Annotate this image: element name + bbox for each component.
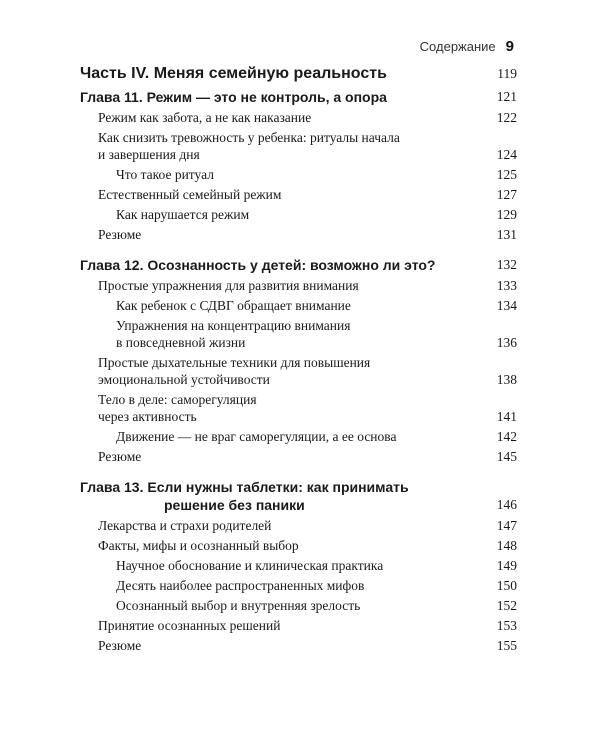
toc-entry-title-continuation: эмоциональной устойчивости	[98, 372, 270, 387]
toc-entry-title	[80, 206, 517, 223]
toc-entry-title-line: Как ребенок с СДВГ обращает внимание	[116, 298, 351, 313]
toc-entry-page-number: 127	[496, 187, 517, 202]
toc-entry-title-line: Режим как забота, а не как наказание	[98, 110, 312, 125]
toc-entry-title	[80, 226, 517, 243]
toc-entry-title-line: Лекарства и страхи родителей	[98, 518, 272, 533]
toc-entry-page-number: 141	[496, 409, 517, 424]
toc-entry-title	[80, 478, 517, 514]
toc-subsection-entry	[80, 297, 517, 314]
toc-entry-title-line: Движение — не враг саморегуляции, а ее основа	[116, 429, 397, 444]
toc-subsection-entry	[80, 428, 517, 445]
toc-entry-title	[80, 256, 517, 274]
toc-section-entry	[80, 277, 517, 294]
running-head	[420, 38, 514, 55]
toc-entry-page-number: 122	[496, 110, 517, 125]
toc-entry-page-number: 145	[496, 449, 517, 464]
toc-entry-title	[80, 597, 517, 614]
toc-entry-title-line: Научное обоснование и клиническая практика	[116, 558, 384, 573]
toc-entry-title	[80, 297, 517, 314]
toc-entry-title	[80, 129, 517, 163]
toc-entry-title	[80, 577, 517, 594]
toc-subsection-entry	[80, 317, 517, 351]
toc-entry-title-line: Упражнения на концентрацию внимания	[116, 318, 351, 333]
toc-entry-page-number: 131	[496, 227, 517, 242]
toc-entry-title-line: Осознанный выбор и внутренняя зрелость	[116, 598, 361, 613]
toc-entry-title-line: Простые упражнения для развития внимания	[98, 278, 359, 293]
toc-entry-page-number: 148	[496, 538, 517, 553]
toc-chapter-entry	[80, 88, 517, 106]
toc-entry-title	[80, 277, 517, 294]
toc-entry-page-number: 155	[496, 638, 517, 653]
toc-entry-title-line: Резюме	[98, 638, 142, 653]
toc-section-entry	[80, 617, 517, 634]
table-of-contents	[80, 64, 517, 654]
toc-entry-title-line: Принятие осознанных решений	[98, 618, 281, 633]
toc-entry-title-continuation: и завершения дня	[98, 147, 200, 162]
toc-subsection-entry	[80, 166, 517, 183]
toc-entry-title-line: Как нарушается режим	[116, 207, 250, 222]
toc-entry-title	[80, 166, 517, 183]
toc-subsection-entry	[80, 557, 517, 574]
toc-entry-title-line: Резюме	[98, 227, 142, 242]
toc-entry-page-number: 136	[496, 335, 517, 350]
toc-part-entry	[80, 64, 517, 84]
toc-entry-title-line: Как снизить тревожность у ребенка: ритуалы начала	[98, 130, 400, 145]
toc-entry-page-number: 132	[496, 257, 517, 272]
toc-entry-page-number: 121	[496, 89, 517, 104]
toc-entry-title	[80, 391, 517, 425]
toc-entry-page-number: 142	[496, 429, 517, 444]
toc-entry-title-line: Резюме	[98, 449, 142, 464]
toc-entry-title	[80, 637, 517, 654]
toc-entry-title	[80, 64, 517, 84]
toc-entry-title	[80, 428, 517, 445]
toc-entry-title	[80, 186, 517, 203]
toc-section-entry	[80, 448, 517, 465]
toc-entry-title	[80, 109, 517, 126]
toc-subsection-entry	[80, 206, 517, 223]
toc-entry-page-number: 119	[497, 66, 517, 81]
toc-entry-title-line: Тело в деле: саморегуляция	[98, 392, 257, 407]
toc-entry-title-line: Естественный семейный режим	[98, 187, 282, 202]
toc-chapter-entry	[80, 478, 517, 514]
toc-section-entry	[80, 129, 517, 163]
toc-entry-title	[80, 517, 517, 534]
toc-section-entry	[80, 186, 517, 203]
toc-entry-page-number: 147	[496, 518, 517, 533]
toc-entry-page-number: 125	[496, 167, 517, 182]
toc-entry-title-line: Факты, мифы и осознанный выбор	[98, 538, 299, 553]
toc-entry-title-line: Глава 12. Осознанность у детей: возможно ли это?	[80, 257, 436, 273]
toc-entry-page-number: 129	[496, 207, 517, 222]
toc-entry-page-number: 133	[496, 278, 517, 293]
page-number: 9	[505, 38, 514, 55]
toc-section-entry	[80, 637, 517, 654]
toc-entry-title-line: Десять наиболее распространенных мифов	[116, 578, 365, 593]
toc-entry-page-number: 149	[496, 558, 517, 573]
toc-entry-title-line: Часть IV. Меняя семейную реальность	[80, 65, 387, 82]
toc-entry-title-line: Глава 11. Режим — это не контроль, а опора	[80, 89, 387, 105]
toc-entry-title	[80, 557, 517, 574]
toc-section-entry	[80, 109, 517, 126]
toc-chapter-entry	[80, 256, 517, 274]
toc-entry-title	[80, 617, 517, 634]
toc-entry-page-number: 146	[496, 497, 517, 512]
toc-entry-title-continuation: в повседневной жизни	[116, 335, 246, 350]
toc-entry-title	[80, 317, 517, 351]
toc-entry-title	[80, 448, 517, 465]
toc-entry-title	[80, 88, 517, 106]
toc-entry-page-number: 134	[496, 298, 517, 313]
toc-entry-page-number: 138	[496, 372, 517, 387]
toc-subsection-entry	[80, 577, 517, 594]
toc-entry-title-line: Глава 13. Если нужны таблетки: как принимать	[80, 479, 409, 495]
toc-entry-page-number: 153	[496, 618, 517, 633]
toc-section-entry	[80, 517, 517, 534]
running-head-title: Содержание	[419, 39, 496, 54]
toc-entry-title-line: Простые дыхательные техники для повышения	[98, 355, 371, 370]
toc-entry-title-continuation: решение без паники	[164, 497, 305, 513]
toc-subsection-entry	[80, 597, 517, 614]
toc-entry-page-number: 152	[496, 598, 517, 613]
toc-entry-page-number: 124	[496, 147, 517, 162]
toc-entry-title	[80, 354, 517, 388]
toc-section-entry	[80, 226, 517, 243]
toc-section-entry	[80, 391, 517, 425]
toc-entry-title-line: Что такое ритуал	[116, 167, 214, 182]
toc-section-entry	[80, 537, 517, 554]
toc-section-entry	[80, 354, 517, 388]
toc-entry-title-continuation: через активность	[98, 409, 197, 424]
toc-entry-title	[80, 537, 517, 554]
toc-entry-page-number: 150	[496, 578, 517, 593]
